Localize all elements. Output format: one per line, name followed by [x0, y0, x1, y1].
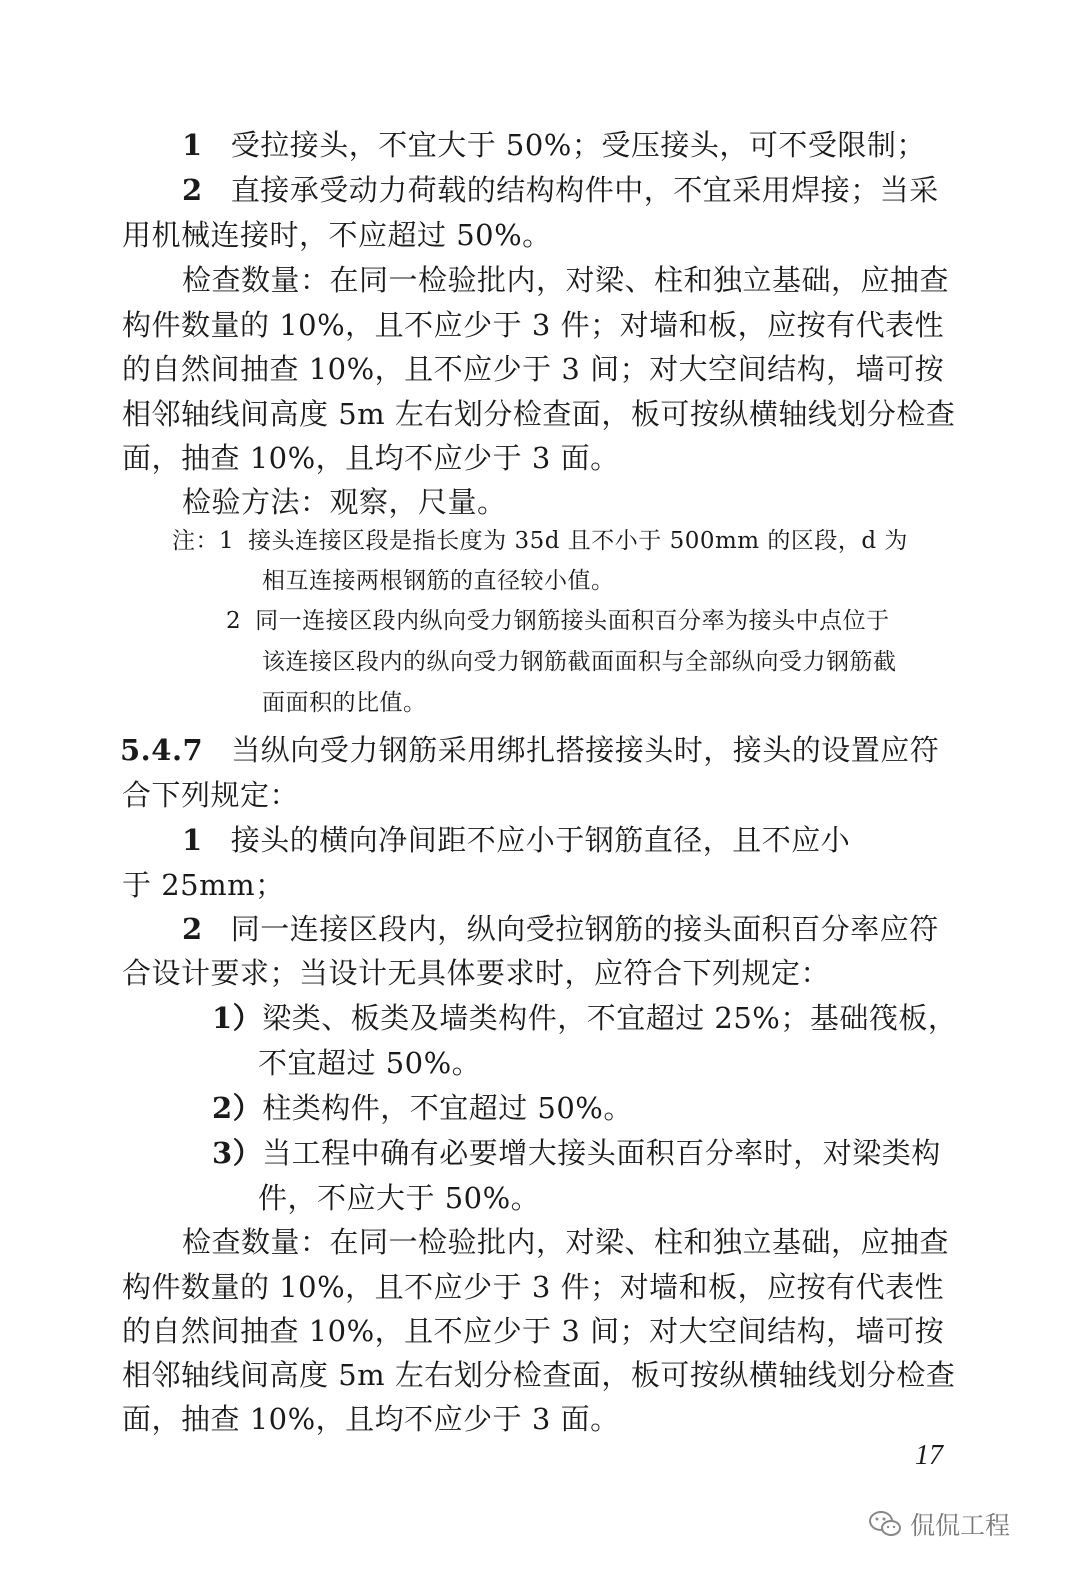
clause-line	[182, 125, 926, 165]
clause-line: 构件数量的 10%，且不应少于 3 件；对墙和板，应按有代表性	[122, 1270, 945, 1304]
note-line: 面面积的比值。	[262, 690, 427, 716]
line-text: 直接承受动力荷载的结构构件中，不宜采用焊接；当采	[230, 173, 939, 207]
item-number: 1	[182, 823, 203, 857]
line-text: 当纵向受力钢筋采用绑扎搭接接头时，接头的设置应符	[231, 733, 940, 767]
clause-line: 用机械连接时，不应超过 50%。	[122, 218, 552, 252]
clause-line: 于 25mm；	[122, 868, 285, 902]
item-number: 2	[182, 912, 203, 946]
clause-line	[182, 909, 939, 949]
clause-line: 合下列规定：	[122, 778, 300, 812]
line-text: 当工程中确有必要增大接头面积百分率时，对梁类构	[262, 1136, 941, 1170]
line-text: 接头连接区段是指长度为 35d 且不小于 500mm 的区段，d 为	[248, 528, 908, 554]
item-number: 2	[182, 173, 203, 207]
note-prefix: 注：1	[172, 528, 235, 554]
item-number: 1	[182, 128, 203, 162]
page-number: 17	[915, 1440, 943, 1471]
clause-line: 检查数量：在同一检验批内，对梁、柱和独立基础，应抽查	[182, 263, 950, 297]
clause-line: 面，抽查 10%，且均不应少于 3 面。	[122, 1402, 620, 1436]
sub-item-number: 1）	[212, 1001, 263, 1035]
line-text: 柱类构件，不宜超过 50%。	[262, 1091, 633, 1125]
line-text: 接头的横向净间距不应小于钢筋直径，且不应小	[230, 823, 851, 857]
clause-line: 面，抽查 10%，且均不应少于 3 面。	[122, 441, 620, 475]
line-text: 同一连接区段内，纵向受拉钢筋的接头面积百分率应符	[230, 912, 939, 946]
wechat-icon	[868, 1510, 902, 1538]
section-number: 5.4.7	[120, 733, 204, 767]
sub-item-line: 件，不应大于 50%。	[258, 1181, 541, 1215]
sub-item-line	[212, 1133, 941, 1173]
line-text: 受拉接头，不宜大于 50%；受压接头，可不受限制；	[230, 128, 926, 162]
section-heading	[120, 730, 939, 770]
clause-line	[182, 820, 850, 860]
clause-line	[182, 170, 939, 210]
note-line: 相互连接两根钢筋的直径较小值。	[262, 568, 615, 594]
sub-item-line: 不宜超过 50%。	[258, 1046, 482, 1080]
line-text: 梁类、板类及墙类构件，不宜超过 25%；基础筏板，	[262, 1001, 958, 1035]
note-prefix: 2	[226, 608, 242, 634]
sub-item-number: 2）	[212, 1091, 263, 1125]
clause-line: 检查数量：在同一检验批内，对梁、柱和独立基础，应抽查	[182, 1225, 950, 1259]
line-text: 同一连接区段内纵向受力钢筋接头面积百分率为接头中点位于	[255, 608, 890, 634]
note-line	[226, 604, 890, 638]
sub-item-number: 3）	[212, 1136, 263, 1170]
clause-line: 合设计要求；当设计无具体要求时，应符合下列规定：	[122, 956, 831, 990]
clause-line: 检验方法：观察，尺量。	[182, 485, 507, 519]
clause-line: 的自然间抽查 10%，且不应少于 3 间；对大空间结构，墙可按	[122, 1314, 945, 1348]
sub-item-line	[212, 1088, 633, 1128]
note-line: 该连接区段内的纵向受力钢筋截面面积与全部纵向受力钢筋截	[262, 649, 897, 675]
clause-line: 相邻轴线间高度 5m 左右划分检查面，板可按纵横轴线划分检查	[122, 397, 956, 431]
watermark	[868, 1506, 1010, 1542]
clause-line: 构件数量的 10%，且不应少于 3 件；对墙和板，应按有代表性	[122, 308, 945, 342]
note-line	[172, 524, 908, 558]
sub-item-line	[212, 998, 957, 1038]
clause-line: 的自然间抽查 10%，且不应少于 3 间；对大空间结构，墙可按	[122, 352, 945, 386]
watermark-text: 侃侃工程	[910, 1511, 1011, 1540]
clause-line: 相邻轴线间高度 5m 左右划分检查面，板可按纵横轴线划分检查	[122, 1358, 956, 1392]
